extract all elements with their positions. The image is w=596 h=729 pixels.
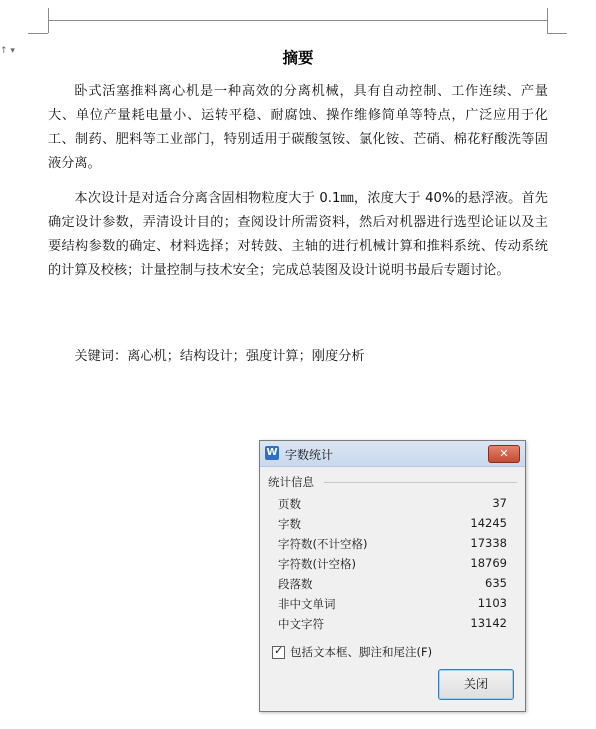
stat-row-pages — [278, 496, 507, 514]
page-margin-right-stub — [547, 33, 567, 34]
page-margin-left-mark — [48, 8, 49, 20]
page-margin-right-mark — [547, 8, 548, 20]
stat-row-paragraphs — [278, 576, 507, 594]
stat-label: 字数 — [278, 517, 301, 531]
stat-value: 13142 — [470, 616, 507, 630]
stat-value: 37 — [492, 496, 507, 510]
stat-value: 635 — [485, 576, 507, 590]
document-title: 摘要 — [282, 49, 314, 67]
close-button[interactable]: 关闭 — [438, 669, 514, 700]
stat-label: 非中文单词 — [278, 597, 336, 611]
page-margin-left-stub — [28, 33, 48, 34]
include-textbox-footnotes-label[interactable]: 包括文本框、脚注和尾注(F) — [290, 645, 433, 659]
page-margin-top-left — [48, 20, 548, 21]
checkmark-icon: ✓ — [274, 644, 284, 657]
abstract-paragraph-1: 卧式活塞推料离心机是一种高效的分离机械，具有自动控制、工作连续、产量大、单位产量耗电量小、运转平稳、耐腐蚀、操作维修简单等特点，广泛应用于化工、制药、肥料等工业部门，特别适用于碳酸氢铵、氯化铵、芒硝、棉花籽酸洗等固液分离。 — [48, 84, 548, 171]
stat-row-words — [278, 516, 507, 534]
stat-value: 1103 — [477, 596, 507, 610]
close-icon[interactable]: ✕ — [488, 445, 520, 463]
include-textbox-footnotes-checkbox[interactable] — [272, 646, 285, 659]
stat-value: 17338 — [470, 536, 507, 550]
stat-row-non-chinese-words — [278, 596, 507, 614]
stat-row-chars-with-spaces — [278, 556, 507, 574]
stat-value: 18769 — [470, 556, 507, 570]
stat-row-chinese-chars — [278, 616, 507, 634]
stat-label: 字符数(不计空格) — [278, 537, 368, 551]
keywords-line: 关键词：离心机；结构设计；强度计算；刚度分析 — [74, 349, 365, 364]
stat-label: 字符数(计空格) — [278, 557, 356, 571]
stat-label: 中文字符 — [278, 617, 324, 631]
page-margin-right-stub-v — [547, 20, 548, 33]
stat-label: 段落数 — [278, 577, 313, 591]
stat-row-chars-no-spaces — [278, 536, 507, 554]
word-count-dialog — [259, 440, 526, 712]
stat-label: 页数 — [278, 497, 301, 511]
statistics-section-label: 统计信息 — [268, 475, 314, 489]
dialog-title: 字数统计 — [285, 448, 334, 462]
page-margin-left-stub-v — [48, 20, 49, 33]
stat-value: 14245 — [470, 516, 507, 530]
abstract-paragraph-2: 本次设计是对适合分离含固相物粒度大于 0.1㎜，浓度大于 40%的悬浮液。首先确定设计参数，弄清设计目的；查阅设计所需资料，然后对机器进行选型论证以及主要结构参数的确定、材料选择；对转鼓、主轴的进行机械计算和推料系统、传动系统的计算及校核；计量控制与技术安全；完成总装图及设计说明书最后专题讨论。 — [48, 191, 548, 278]
section-divider — [324, 482, 517, 483]
wps-app-icon: W — [266, 447, 278, 458]
dialog-titlebar[interactable] — [260, 441, 525, 467]
paragraph-marker-icon: ↑ ▾ — [0, 46, 15, 56]
